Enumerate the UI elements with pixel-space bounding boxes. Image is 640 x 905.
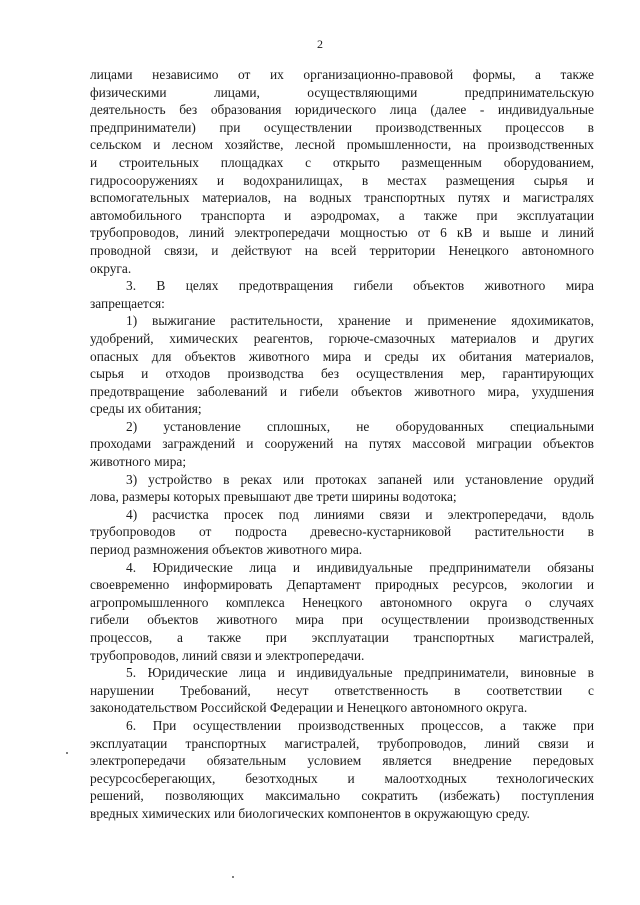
text-line: животного мира;: [90, 454, 187, 470]
paragraph: [90, 717, 594, 823]
text-line: эксплуатации транспортных магистралей, трубопроводов, линий связи и: [90, 735, 594, 751]
text-line: гибели объектов животного мира при осуществлении производственных: [90, 612, 594, 628]
text-line: автомобильного транспорта и аэродромах, а также при эксплуатации: [90, 207, 594, 223]
text-line: среды их обитания;: [90, 401, 202, 417]
paragraph: [90, 506, 594, 559]
text-line: 4) расчистка просек под линиями связи и электропередачи, вдоль: [126, 506, 594, 522]
paragraph: [90, 471, 594, 506]
scan-speck: [66, 752, 68, 754]
text-line: период размножения объектов животного мира.: [90, 542, 363, 558]
text-line: вредных химических или биологических компонентов в окружающую среду.: [90, 805, 530, 821]
text-line: лицами независимо от их организационно-правовой формы, а также: [90, 67, 594, 82]
text-line: гидросооружениях и водохранилищах, в местах размещения сырья и: [90, 172, 594, 188]
text-line: 3. В целях предотвращения гибели объектов животного мира: [126, 278, 594, 294]
text-line: проходами заграждений и сооружений на путях массовой миграции объектов: [90, 436, 594, 452]
text-line: и строительных площадках с открыто размещенным оборудованием,: [90, 154, 594, 170]
text-line: 3) устройство в реках или протоках запаней или установление орудий: [126, 471, 594, 487]
paragraph: [90, 418, 594, 471]
text-line: ресурсосберегающих, безотходных и малоотходных технологических: [90, 770, 594, 786]
paragraph: [90, 559, 594, 665]
text-line: 2) установление сплошных, не оборудованных специальными: [126, 418, 594, 434]
text-line: процессов, а также при эксплуатации транспортных магистралей,: [90, 630, 594, 645]
document-body: [90, 66, 594, 823]
text-line: агропромышленного комплекса Ненецкого автономного округа о случаях: [90, 594, 594, 610]
text-line: запрещается:: [90, 295, 165, 311]
text-line: удобрений, химических реагентов, горюче-смазочных материалов и других: [90, 330, 594, 346]
text-line: 4. Юридические лица и индивидуальные предприниматели обязаны: [126, 559, 594, 575]
text-line: сырья и отходов производства без осуществления мер, гарантирующих: [90, 366, 594, 382]
text-line: трубопроводов от подроста древесно-кустарниковой растительности в: [90, 524, 594, 540]
text-line: 1) выжигание растительности, хранение и применение ядохимикатов,: [126, 313, 594, 329]
text-line: решений, позволяющих максимально сократить (избежать) поступления: [90, 788, 594, 804]
text-line: лова, размеры которых превышают две трети ширины водотока;: [90, 489, 457, 505]
text-line: трубопроводов, линий электропередачи мощностью от 6 кВ и выше и линий: [90, 225, 594, 241]
text-line: своевременно информировать Департамент природных ресурсов, экологии и: [90, 577, 594, 593]
paragraph: [90, 312, 594, 418]
text-line: электропередачи обязательным условием является внедрение передовых: [90, 753, 594, 769]
text-line: трубопроводов, линий связи и электропередачи.: [90, 647, 365, 663]
text-line: опасных для объектов животного мира и среды их обитания материалов,: [90, 348, 594, 364]
text-line: законодательством Российской Федерации и Ненецкого автономного округа.: [90, 700, 528, 716]
text-line: 5. Юридические лица и индивидуальные предприниматели, виновные в: [126, 665, 594, 681]
text-line: сельском и лесном хозяйстве, лесной промышленности, на производственных: [90, 137, 594, 153]
text-line: нарушении Требований, несут ответственность в соответствии с: [90, 682, 594, 698]
text-line: округа.: [90, 260, 132, 276]
text-line: физическими лицами, осуществляющими предпринимательскую: [90, 84, 594, 100]
paragraph: [90, 277, 594, 312]
text-line: 6. При осуществлении производственных процессов, а также при: [126, 717, 594, 733]
text-line: предотвращение заболеваний и гибели объектов животного мира, ухудшения: [90, 383, 594, 399]
scan-speck: [232, 876, 234, 878]
text-line: предприниматели) при осуществлении производственных процессов в: [90, 119, 594, 135]
text-line: вспомогательных материалов, на водных транспортных путях и магистралях: [90, 190, 594, 206]
text-line: деятельность без образования юридического лица (далее - индивидуальные: [90, 102, 594, 118]
paragraph: [90, 66, 594, 277]
paragraph: [90, 664, 594, 717]
page-number: 2: [317, 37, 323, 51]
text-line: проводной связи, и действуют на всей территории Ненецкого автономного: [90, 242, 594, 258]
